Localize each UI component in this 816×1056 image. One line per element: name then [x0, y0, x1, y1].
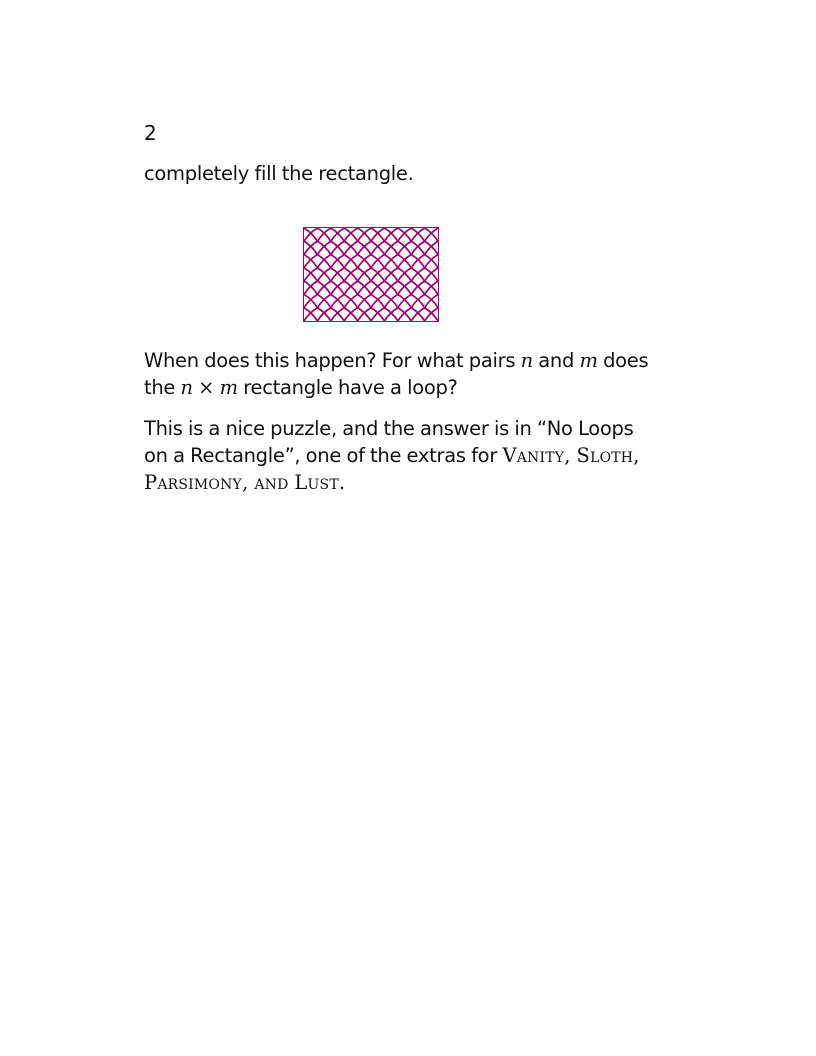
punctuation: , [633, 444, 640, 467]
book-title-sloth: Sloth [576, 444, 634, 467]
book-title-parsimony: Parsimony [144, 471, 242, 494]
variable-n: n [520, 349, 533, 372]
book-title-lust: Lust [294, 471, 339, 494]
punctuation: , [564, 444, 577, 467]
book-title-and: and [254, 471, 289, 494]
loop-rectangle-diagram [303, 227, 439, 322]
answer-text: This is a nice puzzle, and the answer is in “No Loops [144, 417, 634, 440]
variable-m: m [219, 376, 238, 399]
question-text: When does this happen? For what pairs [144, 349, 521, 372]
punctuation: , [242, 471, 255, 494]
answer-text: on a Rectangle”, one of the extras for [144, 444, 503, 467]
question-text: the [144, 376, 181, 399]
question-text: rectangle have a loop? [237, 376, 458, 399]
page-number: 2 [144, 121, 157, 145]
times-symbol: × [192, 376, 220, 399]
variable-m: m [579, 349, 598, 372]
question-text: does [597, 349, 649, 372]
crossing-grid-svg [303, 227, 439, 322]
book-title-vanity: Vanity [502, 444, 565, 467]
paragraph-question [144, 347, 664, 401]
paragraph-fill-rectangle [144, 160, 664, 187]
paragraph-text: completely fill the rectangle. [144, 162, 414, 185]
variable-n: n [180, 376, 193, 399]
question-text: and [532, 349, 580, 372]
paragraph-answer-reference [144, 415, 664, 496]
punctuation: . [338, 471, 346, 494]
